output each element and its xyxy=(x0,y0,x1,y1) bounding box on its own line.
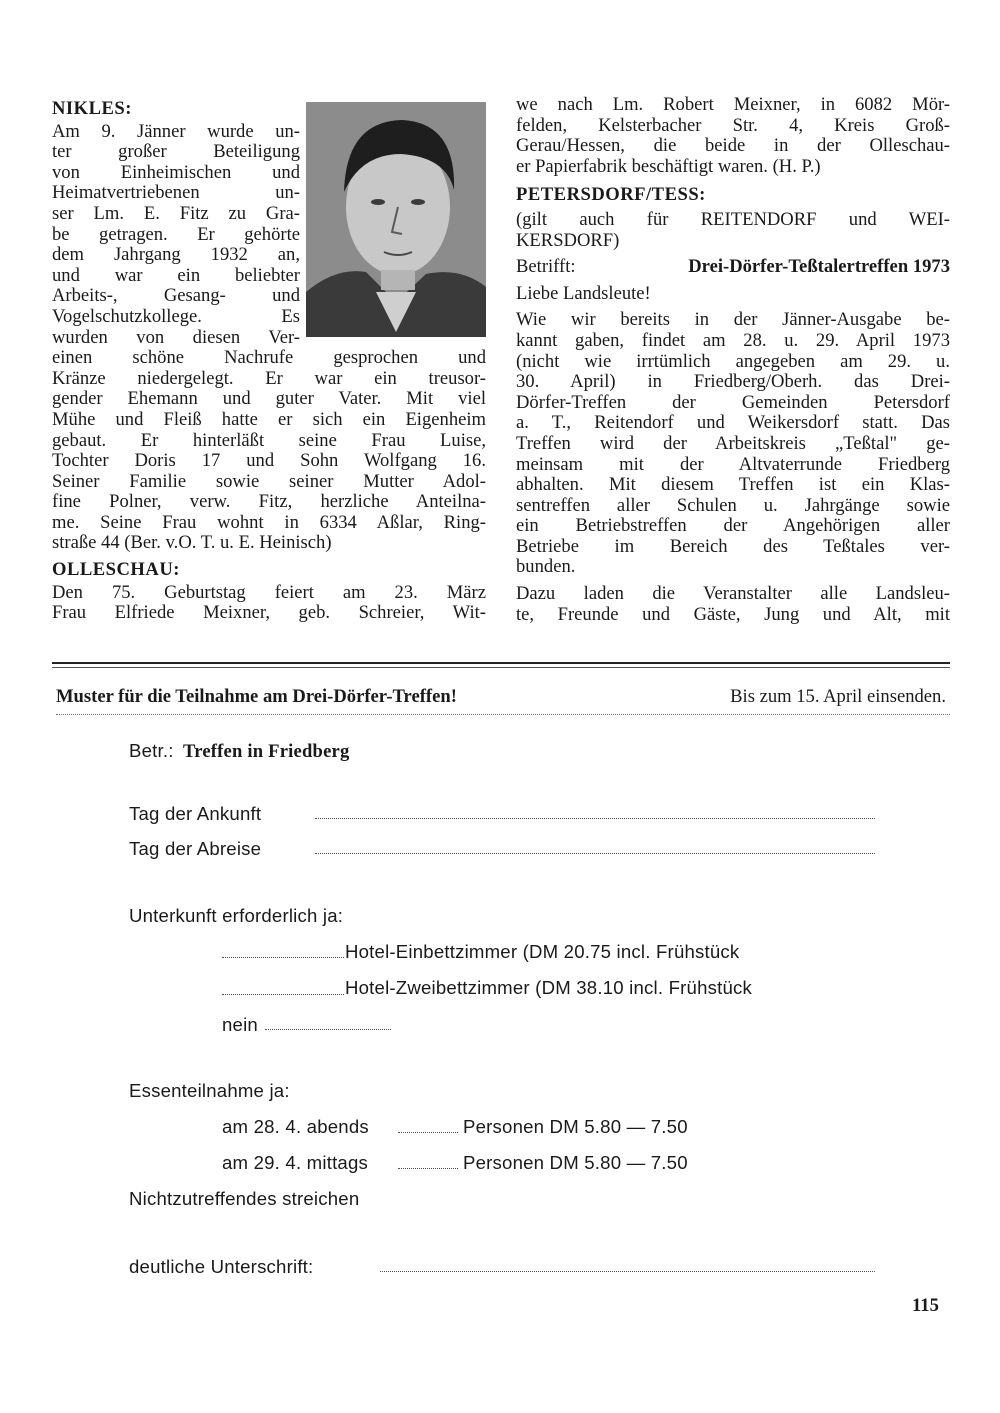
text-line: Vogelschutzkollege. Es xyxy=(52,305,300,327)
meal2-date: am 29. 4. mittags xyxy=(222,1152,369,1173)
meals-label: Essenteilnahme ja: xyxy=(129,1080,290,1101)
text-line: Arbeits-, Gesang- und xyxy=(52,285,300,307)
text-line: und war ein beliebter xyxy=(52,264,300,286)
text-line: wurden von diesen Ver- xyxy=(52,326,300,348)
betrifft-line xyxy=(516,257,950,278)
text-line: Treffen wird der Arbeitskreis „Teßtal" ge- xyxy=(516,432,950,454)
betr-value: Treffen in Friedberg xyxy=(182,741,350,762)
text-line: ser Lm. E. Fitz zu Gra- xyxy=(52,202,300,224)
betrifft-value: Drei-Dörfer-Teßtalertreffen 1973 xyxy=(688,256,950,278)
text-line: a. T., Reitendorf und Weikersdorf statt. Das xyxy=(516,412,950,434)
text-line: gender Ehemann und guter Vater. Mit viel xyxy=(52,388,486,410)
arrival-label: Tag der Ankunft xyxy=(129,803,262,824)
form-header-dots xyxy=(56,714,950,715)
text-line: Tochter Doris 17 und Sohn Wolfgang 16. xyxy=(52,450,486,472)
no-label: nein xyxy=(222,1014,258,1035)
text-line: von Einheimischen und xyxy=(52,161,300,183)
text-line: ein Betriebstreffen der Angehörigen aller xyxy=(516,515,950,537)
text-line: Frau Elfriede Meixner, geb. Schreier, Wit- xyxy=(52,602,486,624)
portrait-photo xyxy=(306,102,486,337)
text-line: bunden. xyxy=(516,556,576,578)
text-line: (gilt auch für REITENDORF und WEI- xyxy=(516,208,950,230)
text-line: 30. April) in Friedberg/Oberh. das Drei- xyxy=(516,371,950,393)
text-line: Seiner Familie sowie seiner Mutter Adol- xyxy=(52,470,486,492)
text-line: dem Jahrgang 1932 an, xyxy=(52,244,300,266)
text-line: Gerau/Hessen, die beide in der Olleschau- xyxy=(516,135,950,157)
text-line: Mühe und Fleiß hatte er sich ein Eigenheim xyxy=(52,408,486,430)
signature-field[interactable] xyxy=(380,1271,875,1272)
olleschau-continuation xyxy=(516,95,950,177)
single-room-field[interactable] xyxy=(222,957,344,958)
lodging-label: Unterkunft erforderlich ja: xyxy=(129,905,344,926)
petersdorf-article xyxy=(516,310,950,578)
text-line: felden, Kelsterbacher Str. 4, Kreis Groß- xyxy=(516,114,950,136)
text-line: Kränze niedergelegt. Er war ein treusor- xyxy=(52,367,486,389)
text-line: (nicht wie irrtümlich angegeben am 29. u. xyxy=(516,350,950,372)
text-line: Betriebe im Bereich des Teßtales ver- xyxy=(516,535,950,557)
meal1-count-field[interactable] xyxy=(398,1132,458,1133)
betrifft-label: Betrifft: xyxy=(516,256,576,278)
olleschau-article xyxy=(52,583,486,624)
text-line: abhalten. Mit diesem Treffen ist ein Klas- xyxy=(516,474,950,496)
signature-label: deutliche Unterschrift: xyxy=(129,1256,314,1277)
meal2-count-field[interactable] xyxy=(398,1168,458,1169)
text-line: einen schöne Nachrufe gesprochen und xyxy=(52,347,486,369)
text-line: Dazu laden die Veranstalter alle Landsleu- xyxy=(516,583,950,605)
single-room-label: Hotel-Einbettzimmer (DM 20.75 incl. Frühstück xyxy=(345,941,740,962)
double-room-label: Hotel-Zweibettzimmer (DM 38.10 incl. Frühstück xyxy=(345,977,753,998)
divider-rule-thin xyxy=(52,667,950,668)
olleschau-heading: OLLESCHAU: xyxy=(52,559,180,581)
text-line: te, Freunde und Gäste, Jung und Alt, mit xyxy=(516,603,950,625)
text-line: KERSDORF) xyxy=(516,229,620,251)
closing-paragraph xyxy=(516,584,950,625)
nikles-heading: NIKLES: xyxy=(52,98,132,119)
divider-rule xyxy=(52,662,950,664)
no-field[interactable] xyxy=(265,1029,391,1030)
meal1-price: Personen DM 5.80 — 7.50 xyxy=(463,1116,688,1137)
greeting: Liebe Landsleute! xyxy=(516,282,651,304)
text-line: sentreffen aller Schulen u. Jahrgänge sowie xyxy=(516,494,950,516)
text-line: Dörfer-Treffen der Gemeinden Petersdorf xyxy=(516,391,950,413)
text-line: er Papierfabrik beschäftigt waren. (H. P.) xyxy=(516,155,821,177)
double-room-field[interactable] xyxy=(222,994,344,995)
text-line: meinsam mit der Altvaterrunde Friedberg xyxy=(516,453,950,475)
text-line: gebaut. Er hinterläßt seine Frau Luise, xyxy=(52,429,486,451)
right-column xyxy=(516,95,950,625)
text-line: Wie wir bereits in der Jänner-Ausgabe be- xyxy=(516,309,950,331)
form-title: Muster für die Teilnahme am Drei-Dörfer-Treffen! xyxy=(56,686,457,707)
departure-field[interactable] xyxy=(315,853,875,854)
text-line: Heimatvertriebenen un- xyxy=(52,182,300,204)
text-line: be getragen. Er gehörte xyxy=(52,223,300,245)
text-line: we nach Lm. Robert Meixner, in 6082 Mör- xyxy=(516,94,950,115)
text-line: Am 9. Jänner wurde un- xyxy=(52,120,300,142)
page-number: 115 xyxy=(912,1295,939,1316)
arrival-field[interactable] xyxy=(315,818,875,819)
meal2-price: Personen DM 5.80 — 7.50 xyxy=(463,1152,688,1173)
betr-line xyxy=(129,740,349,763)
text-line: Den 75. Geburtstag feiert am 23. März xyxy=(52,581,486,603)
departure-label: Tag der Abreise xyxy=(129,838,262,859)
strike-note: Nichtzutreffendes streichen xyxy=(129,1188,360,1209)
text-line: ter großer Beteiligung xyxy=(52,141,300,163)
form-deadline: Bis zum 15. April einsenden. xyxy=(730,686,946,707)
text-line: kannt gaben, findet am 28. u. 29. April 1973 xyxy=(516,329,950,351)
text-line: me. Seine Frau wohnt in 6334 Aßlar, Ring- xyxy=(52,511,486,533)
text-line: fine Polner, verw. Fitz, herzliche Anteilna- xyxy=(52,491,486,513)
meal1-date: am 28. 4. abends xyxy=(222,1116,369,1137)
text-line: straße 44 (Ber. v.O. T. u. E. Heinisch) xyxy=(52,532,332,554)
petersdorf-heading: PETERSDORF/TESS: xyxy=(516,184,706,206)
petersdorf-note xyxy=(516,210,950,251)
betr-label: Betr.: xyxy=(129,740,174,761)
